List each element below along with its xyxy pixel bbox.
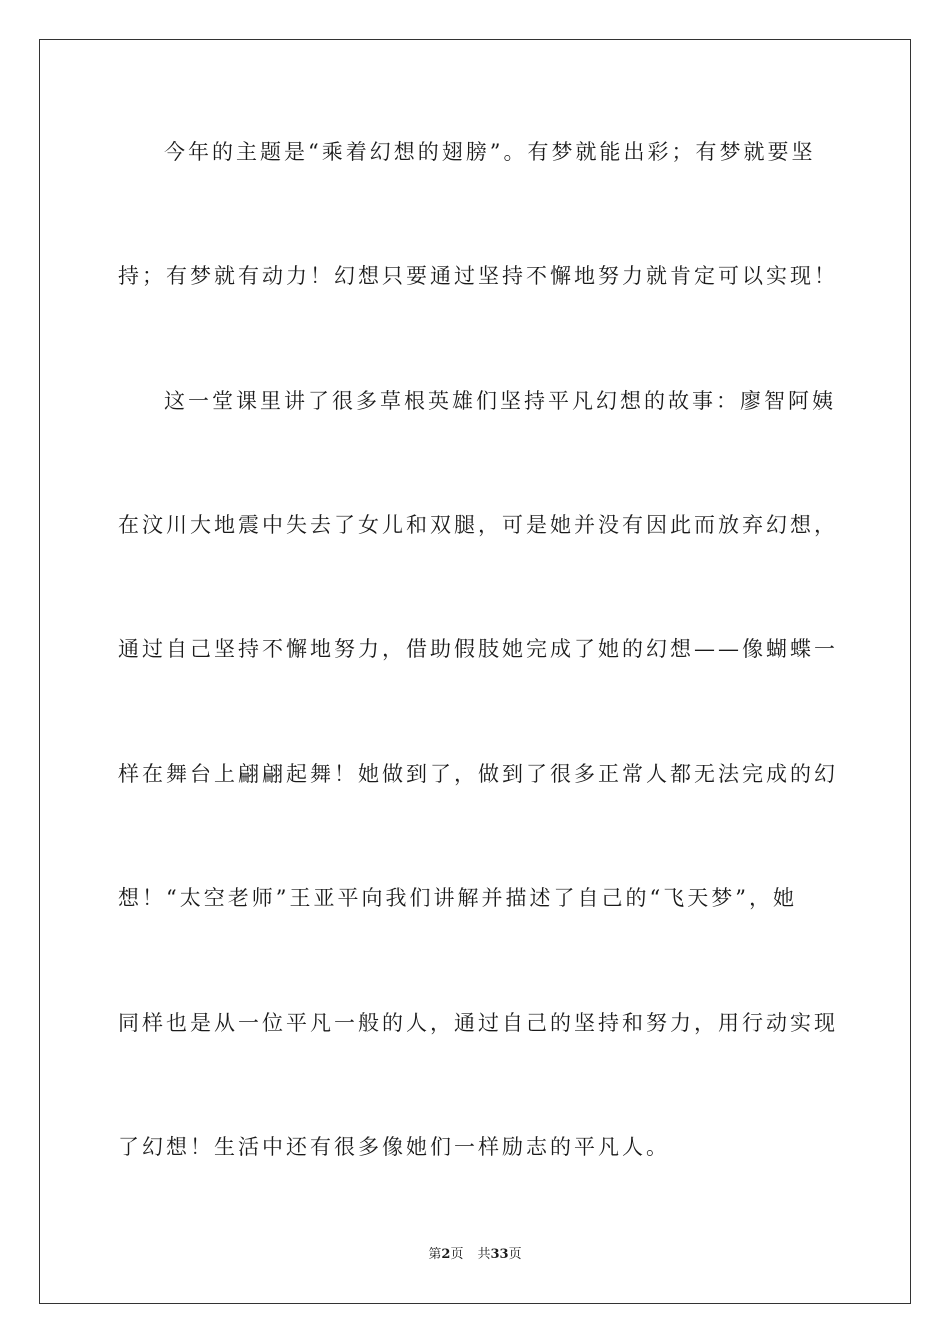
total-prefix: 共 — [477, 1247, 491, 1262]
paragraph-1-line-2: 持；有梦就有动力！幻想只要通过坚持不懈地努力就肯定可以实现！ — [118, 264, 838, 288]
paragraph-2-line-4: 样在舞台上翩翩起舞！她做到了，做到了很多正常人都无法完成的幻 — [118, 762, 838, 786]
page-number: 2 — [441, 1247, 451, 1262]
paragraph-1-line-1: 今年的主题是“乘着幻想的翅膀”。有梦就能出彩；有梦就要坚 — [164, 140, 816, 164]
paragraph-2-line-7: 了幻想！生活中还有很多像她们一样励志的平凡人。 — [118, 1135, 670, 1159]
page-footer — [0, 1246, 950, 1264]
paragraph-2-line-2: 在汶川大地震中失去了女儿和双腿，可是她并没有因此而放弃幻想， — [118, 513, 838, 537]
page-suffix: 页 — [450, 1247, 464, 1262]
paragraph-2-line-5: 想！“太空老师”王亚平向我们讲解并描述了自己的“飞天梦”，她 — [118, 886, 797, 910]
page-prefix: 第 — [428, 1247, 442, 1262]
paragraph-2-line-1: 这一堂课里讲了很多草根英雄们坚持平凡幻想的故事：廖智阿姨 — [164, 389, 836, 413]
total-pages: 33 — [490, 1247, 509, 1262]
paragraph-2-line-3: 通过自己坚持不懈地努力，借助假肢她完成了她的幻想——像蝴蝶一 — [118, 637, 838, 661]
total-suffix: 页 — [508, 1247, 522, 1262]
paragraph-2-line-6: 同样也是从一位平凡一般的人，通过自己的坚持和努力，用行动实现 — [118, 1011, 838, 1035]
page-border — [39, 39, 911, 1304]
